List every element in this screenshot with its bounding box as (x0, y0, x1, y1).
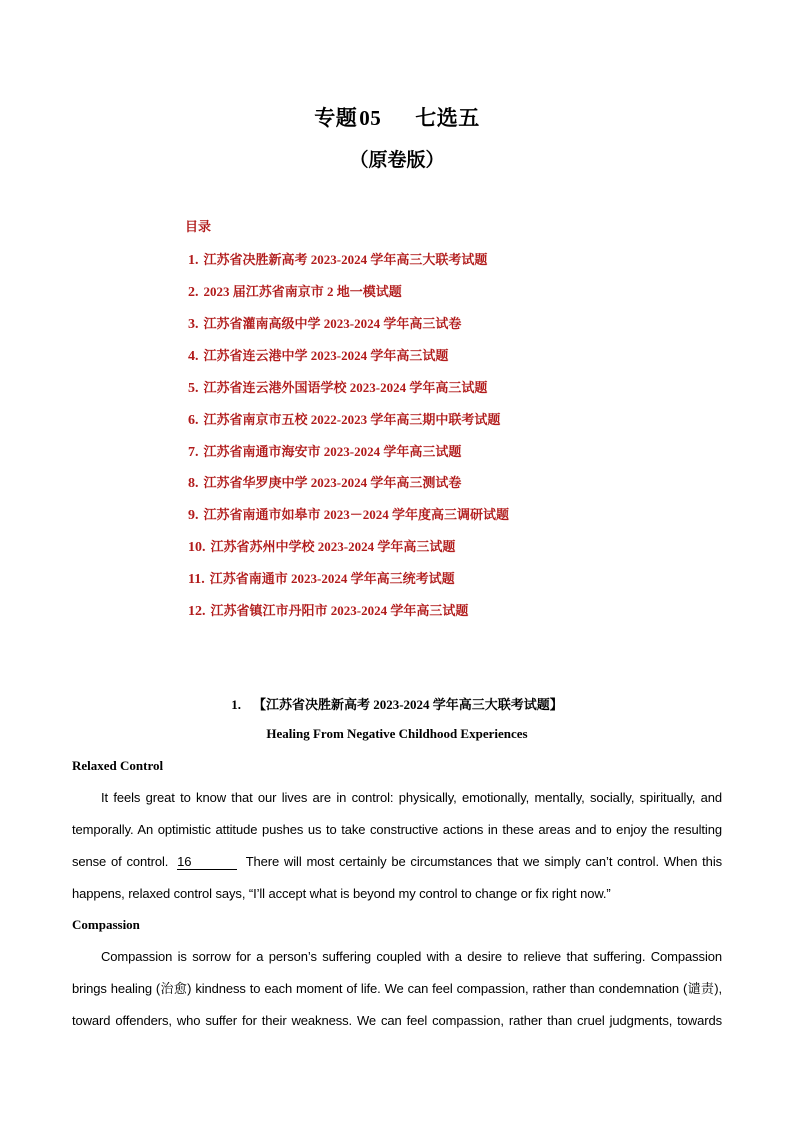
toc-link[interactable]: 江苏省镇江市丹阳市 2023-2024 学年高三试题 (210, 603, 469, 618)
toc-item-2[interactable] (188, 281, 402, 299)
toc-item-8[interactable] (188, 472, 461, 490)
toc-item-3[interactable] (188, 313, 461, 331)
toc-index: 6. (188, 413, 199, 428)
toc-link[interactable]: 江苏省灌南高级中学 2023-2024 学年高三试卷 (203, 316, 462, 331)
toc-item-1[interactable] (188, 249, 487, 267)
section-source: 【江苏省决胜新高考 2023-2024 学年高三大联考试题】 (252, 697, 563, 712)
paragraph-line: temporally. An optimistic attitude pushes us to take constructive actions in these areas and to enjoy the resulting (72, 822, 722, 837)
toc-link[interactable]: 江苏省南通市海安市 2023-2024 学年高三试题 (203, 444, 462, 459)
toc-index: 3. (188, 317, 199, 332)
toc-link[interactable]: 江苏省苏州中学校 2023-2024 学年高三试题 (210, 539, 456, 554)
toc-index: 4. (188, 349, 199, 364)
subheading-compassion: Compassion (72, 917, 140, 932)
title-main: 专题 (314, 106, 358, 130)
toc-link[interactable]: 江苏省连云港外国语学校 2023-2024 学年高三试题 (203, 380, 488, 395)
toc-item-7[interactable] (188, 441, 461, 459)
toc-heading: 目录 (185, 219, 212, 234)
toc-index: 11. (188, 572, 205, 587)
subheading-relaxed-control: Relaxed Control (72, 758, 164, 773)
paragraph-text: There will most certainly be circumstances that we simply can’t control. When this (245, 854, 723, 869)
toc-item-12[interactable] (188, 600, 468, 618)
toc-link[interactable]: 江苏省南通市如皋市 2023－2024 学年度高三调研试题 (203, 507, 510, 522)
toc-index: 1. (188, 253, 199, 268)
toc-item-4[interactable] (188, 345, 448, 363)
passage-title: Healing From Negative Childhood Experiences (266, 726, 528, 741)
paragraph-line: toward offenders, who suffer for their weakness. We can feel compassion, rather than cruel judgments, towards (72, 1013, 722, 1028)
toc-link[interactable]: 江苏省南通市 2023-2024 学年高三统考试题 (209, 571, 455, 586)
title-topic: 七选五 (415, 106, 480, 130)
toc-index: 10. (188, 540, 206, 555)
toc-link[interactable]: 江苏省连云港中学 2023-2024 学年高三试题 (203, 348, 449, 363)
toc-item-9[interactable] (188, 504, 509, 522)
toc-item-5[interactable] (188, 377, 487, 395)
toc-index: 5. (188, 381, 199, 396)
toc-link[interactable]: 江苏省决胜新高考 2023-2024 学年高三大联考试题 (203, 252, 488, 267)
paragraph-text: sense of control. (72, 854, 169, 869)
paragraph-line: It feels great to know that our lives are in control: physically, emotionally, mentally, socially, spiritually, and (101, 790, 722, 805)
toc-link[interactable]: 2023 届江苏省南京市 2 地一模试题 (203, 284, 402, 299)
paragraph-line: brings healing (治愈) kindness to each moment of life. We can feel compassion, rather than condemnation (谴责), (72, 981, 722, 996)
toc-index: 8. (188, 476, 199, 491)
toc-link[interactable]: 江苏省华罗庚中学 2023-2024 学年高三测试卷 (203, 475, 462, 490)
section-index: 1. (231, 697, 241, 712)
title-number: 05 (359, 106, 382, 130)
toc-item-6[interactable] (188, 409, 500, 427)
toc-index: 7. (188, 445, 199, 460)
toc-item-11[interactable] (188, 568, 455, 586)
section-heading (0, 694, 794, 713)
toc-index: 12. (188, 604, 206, 619)
page-title (0, 102, 794, 132)
paragraph-line: happens, relaxed control says, “I’ll accept what is beyond my control to change or fix right now.” (72, 886, 611, 901)
toc-index: 2. (188, 285, 199, 300)
toc-link[interactable]: 江苏省南京市五校 2022-2023 学年高三期中联考试题 (203, 412, 501, 427)
answer-blank-16[interactable]: 16 (177, 855, 237, 870)
toc-item-10[interactable] (188, 536, 455, 554)
toc-index: 9. (188, 508, 199, 523)
paragraph-line: Compassion is sorrow for a person’s suffering coupled with a desire to relieve that suffering. Compassion (101, 949, 722, 964)
paragraph-line-with-blank (72, 854, 722, 870)
page-subtitle: （原卷版） (349, 150, 445, 171)
